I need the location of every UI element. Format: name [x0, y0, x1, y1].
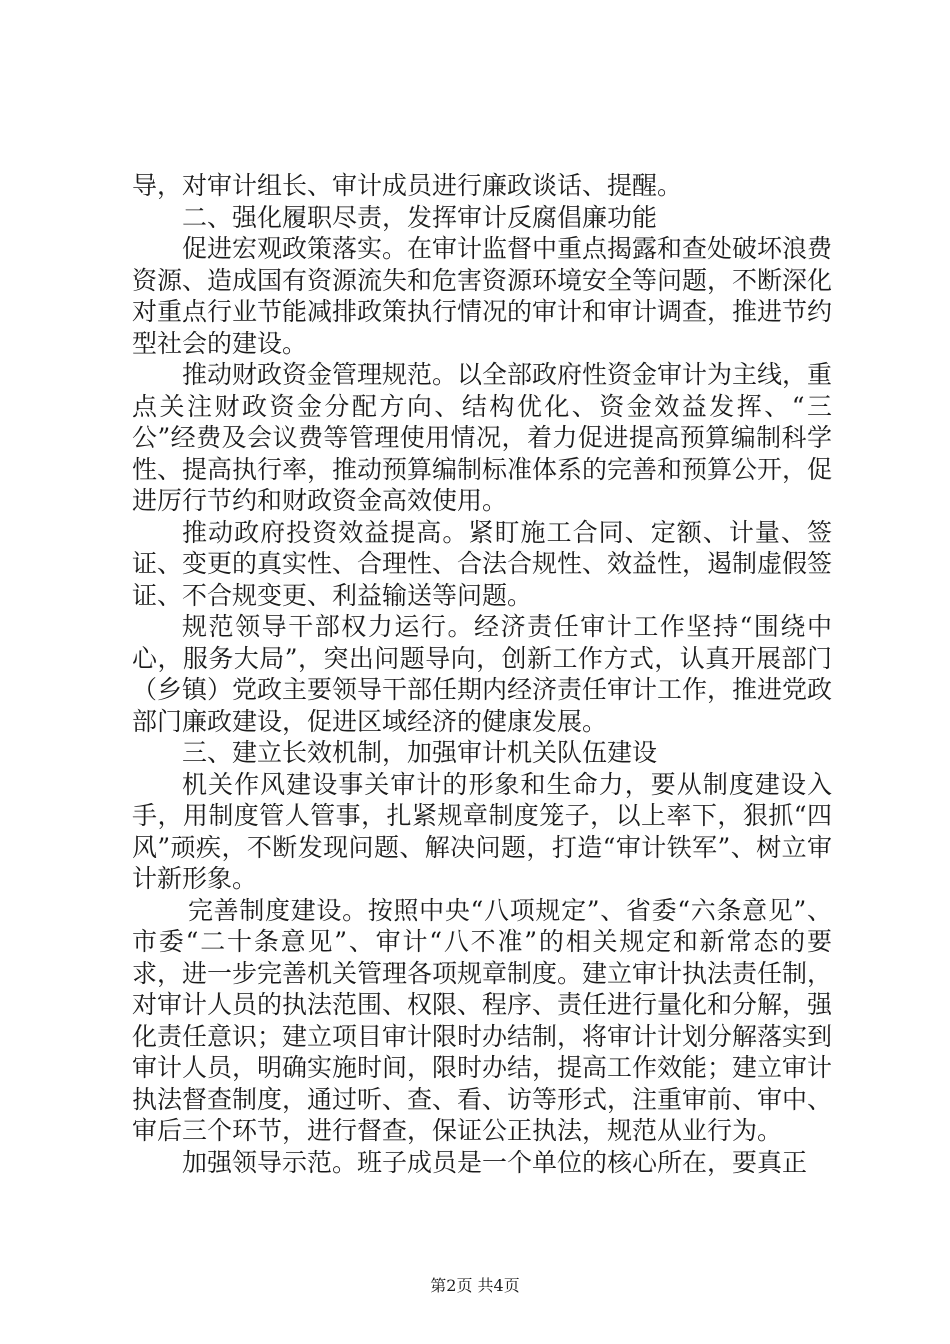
paragraph-leadership: 加强领导示范。班子成员是一个单位的核心所在，要真正: [182, 1147, 808, 1177]
paragraph-fiscal-funds: 推动财政资金管理规范。以全部政府性资金审计为主线，重点关注财政资金分配方向、结构优化、资金效益发挥、“三公”经费及会议费等管理使用情况，着力促进提高预算编制科学性、提高执行率，推动预算编制标准体系的完善和预算公开，促进厉行节约和财政资金高效使用。: [132, 360, 833, 515]
document-body: [132, 170, 832, 1178]
paragraph-work-style: 机关作风建设事关审计的形象和生命力，要从制度建设入手，用制度管人管事，扎紧规章制度笼子，以上率下，狠抓“四风”顽疾，不断发现问题、解决问题，打造“审计铁军”、树立审计新形象。: [132, 769, 832, 893]
paragraph-cadre-power: 规范领导干部权力运行。经济责任审计工作坚持“围绕中心，服务大局”，突出问题导向，创新工作方式，认真开展部门（乡镇）党政主要领导干部任期内经济责任审计工作，推进党政部门廉政建设，促进区域经济的健康发展。: [132, 612, 833, 736]
paragraph-1: 导，对审计组长、审计成员进行廉政谈话、提醒。: [132, 171, 683, 200]
paragraph-macro-policy: 促进宏观政策落实。在审计监督中重点揭露和查处破坏浪费资源、造成国有资源流失和危害资源环境安全等问题，不断深化对重点行业节能减排政策执行情况的审计和审计调查，推进节约型社会的建设。: [132, 234, 833, 358]
paragraph-investment-efficiency: 推动政府投资效益提高。紧盯施工合同、定额、计量、签证、变更的真实性、合理性、合法合规性、效益性，遏制虚假签证、不合规变更、利益输送等问题。: [132, 517, 833, 610]
page-number-footer: 第2页 共4页: [430, 1276, 520, 1295]
section-heading-2: 二、强化履职尽责，发挥审计反腐倡廉功能: [182, 202, 658, 232]
paragraph-system-building: 完善制度建设。按照中央“八项规定”、省委“六条意见”、市委“二十条意见”、审计“八不准”的相关规定和新常态的要求，进一步完善机关管理各项规章制度。建立审计执法责任制，对审计人员的执法范围、权限、程序、责任进行量化和分解，强化责任意识；建立项目审计限时办结制，将审计计划分解落实到审计人员，明确实施时间，限时办结，提高工作效能；建立审计执法督查制度，通过听、查、看、访等形式，注重审前、审中、审后三个环节，进行督查，保证公正执法，规范从业行为。: [132, 895, 833, 1145]
section-heading-3: 三、建立长效机制，加强审计机关队伍建设: [182, 738, 658, 767]
